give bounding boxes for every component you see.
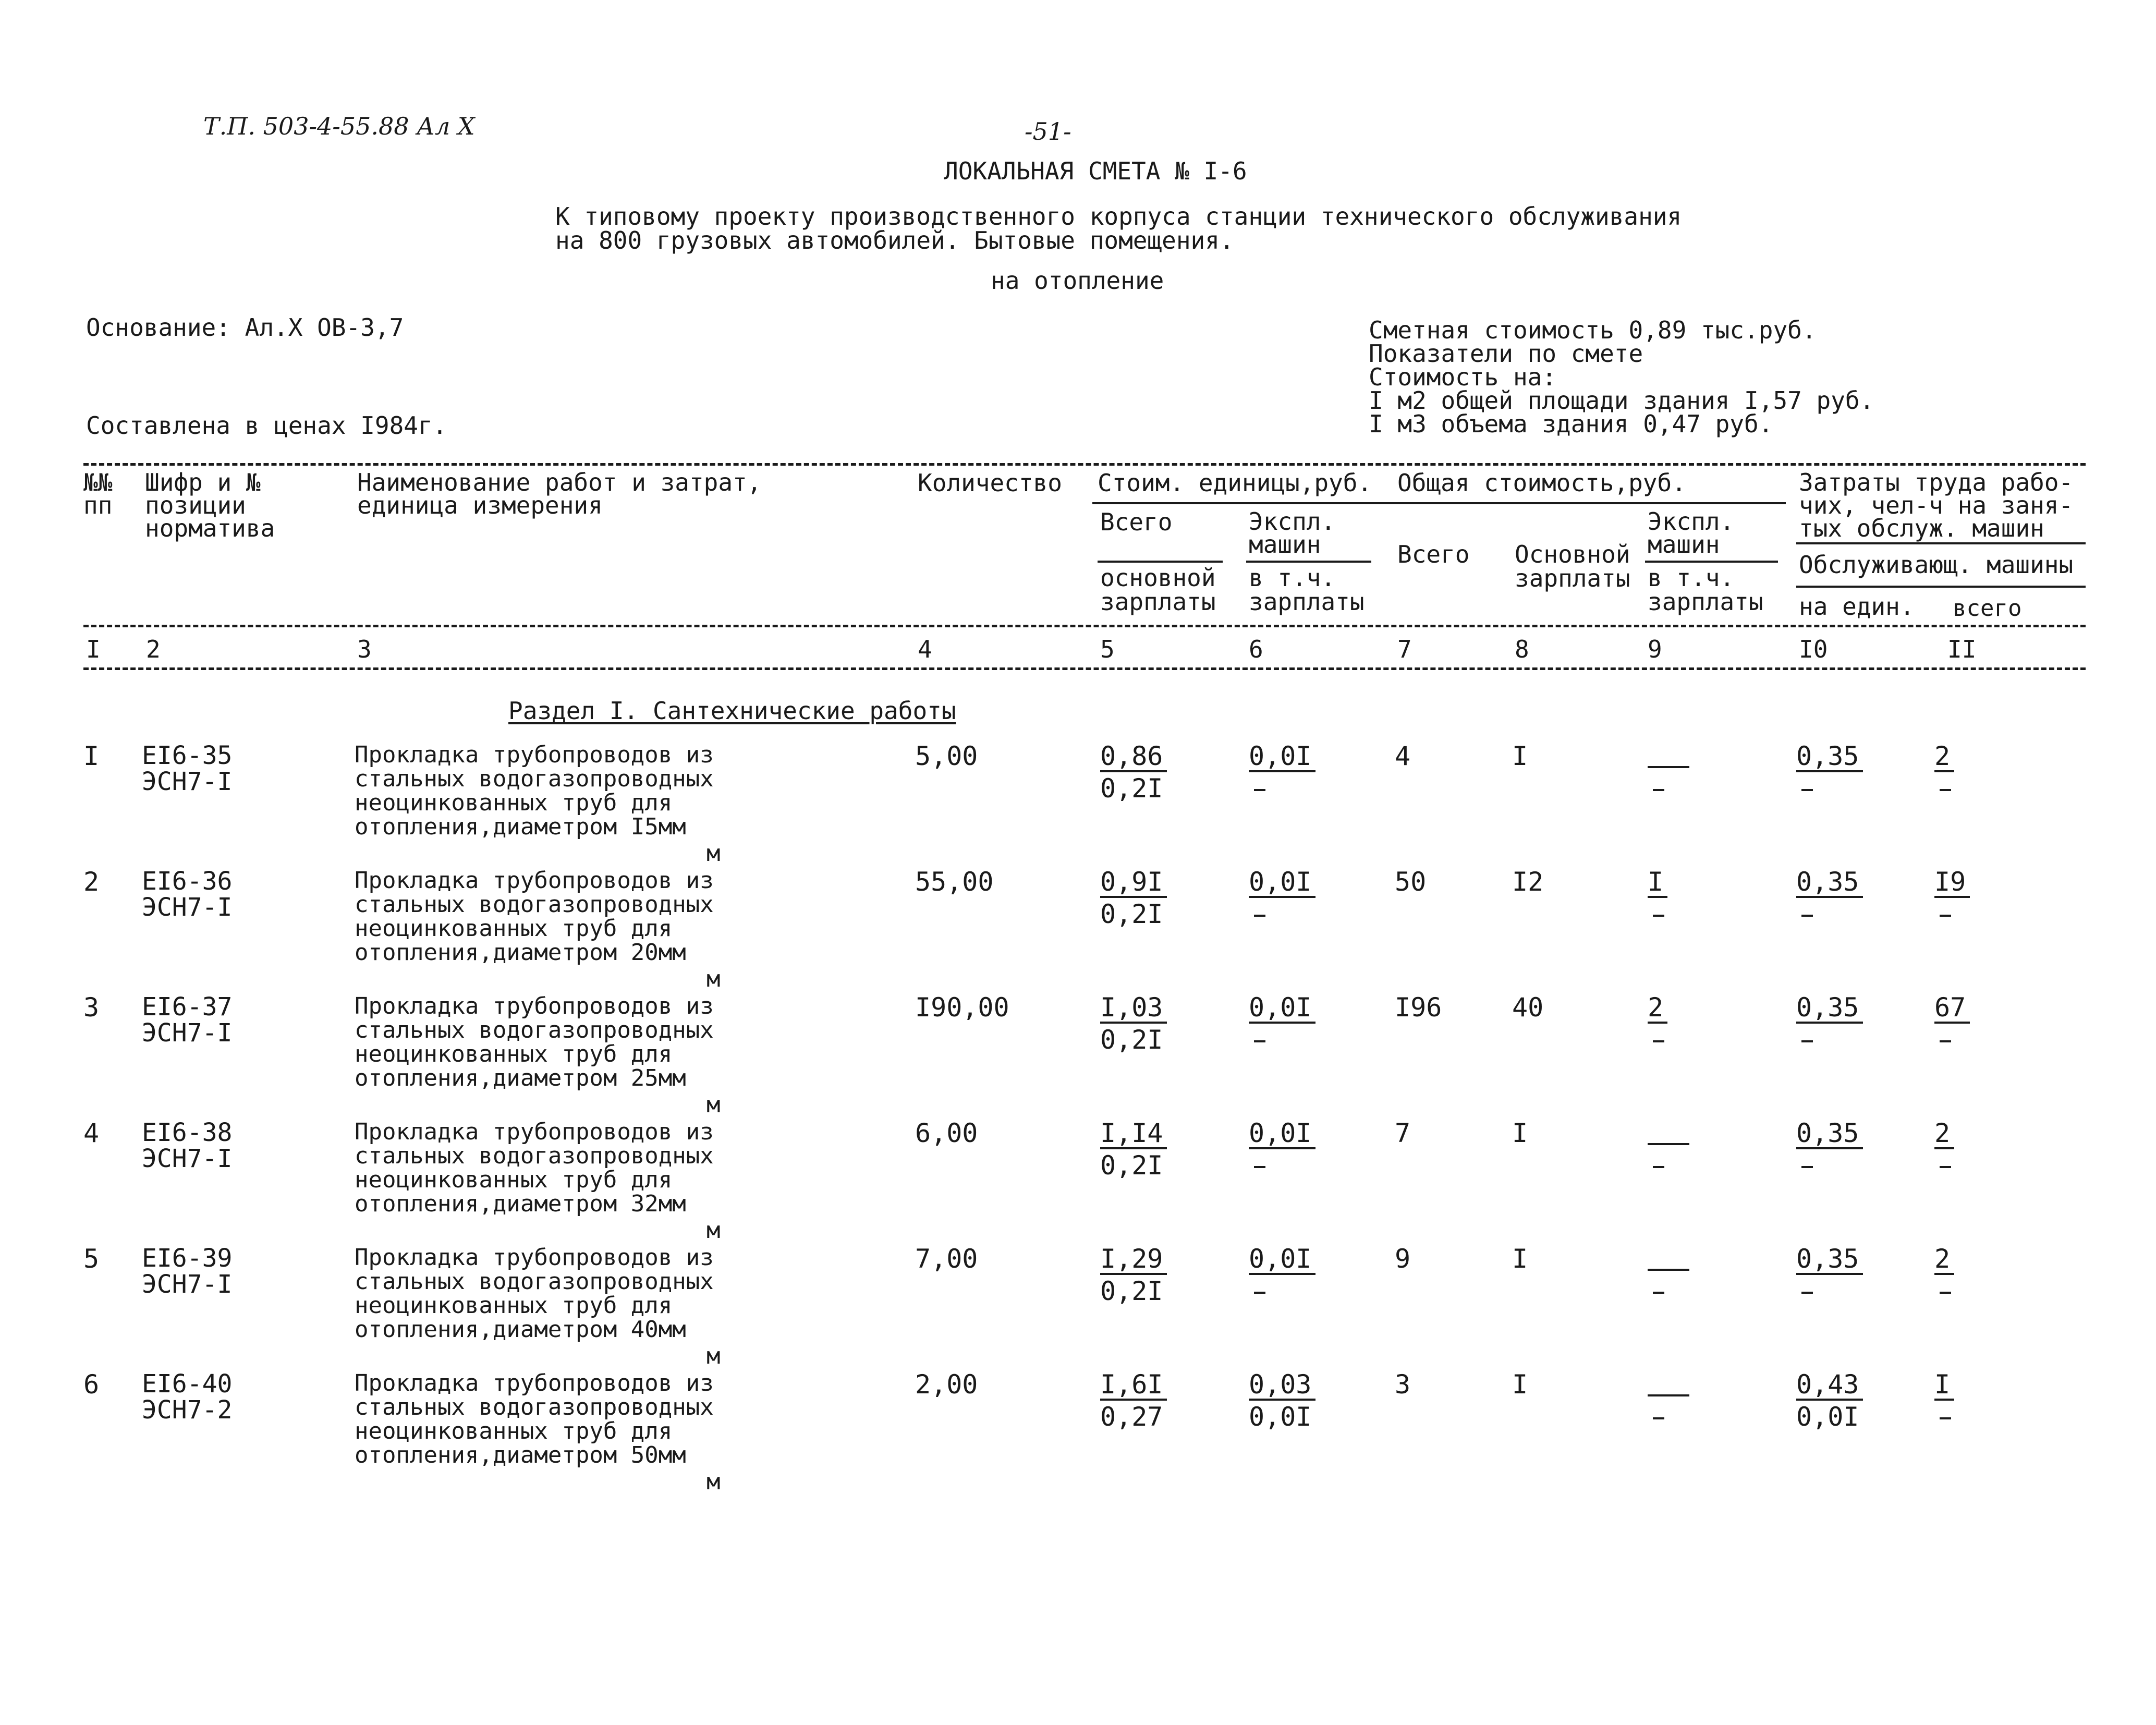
labor-per-unit: 0,35: [1796, 1120, 1863, 1149]
labor-per-unit-secondary: 0,0I: [1796, 1402, 1859, 1432]
total-machine-cost: 2: [1648, 994, 1667, 1024]
row-number: 2: [83, 867, 100, 897]
norm-code: EI6-38: [142, 1118, 233, 1147]
col-header-labor-sub: Обслуживающ. машины: [1799, 551, 2074, 579]
labor-sub-rule: [1796, 586, 2086, 588]
col-number-5: 5: [1100, 635, 1115, 663]
total-machine-wages: [1653, 1040, 1664, 1042]
col-number-3: 3: [357, 635, 372, 663]
description-line: неоцинкованных труб для: [355, 1041, 673, 1067]
total-machine-cost: [1648, 766, 1689, 768]
estimate-cost: Сметная стоимость 0,89 тыс.руб.: [1369, 316, 1817, 344]
total-wages: I: [1512, 741, 1528, 771]
description-line: неоцинкованных труб для: [355, 789, 673, 816]
section-title: Раздел I. Сантехнические работы: [508, 697, 956, 725]
col-number-4: 4: [918, 635, 932, 663]
work-description: [355, 869, 714, 965]
description-line: Прокладка трубопроводов из: [355, 1370, 714, 1396]
labor-total-secondary: [1940, 1417, 1951, 1419]
labor-per-unit: 0,35: [1796, 1246, 1863, 1275]
unit-cost-wages: 0,2I: [1100, 773, 1163, 804]
col-number-1: I: [86, 635, 101, 663]
col-header-5-top: Всего: [1100, 508, 1173, 536]
unit-machine-wages: [1254, 1040, 1265, 1042]
price-basis: Составлена в ценах I984г.: [86, 411, 447, 440]
col-number-7: 7: [1397, 635, 1412, 663]
subtitle-line-1: К типовому проекту производственного корпуса станции технического обслуживания: [555, 202, 1682, 230]
description-line: стальных водогазопроводных: [355, 1394, 714, 1420]
quantity: 5,00: [915, 741, 978, 771]
labor-total-secondary: [1940, 1040, 1951, 1042]
col-header-total-cost: Общая стоимость,руб.: [1397, 469, 1686, 497]
col-number-11: II: [1947, 635, 1977, 663]
col-number-2: 2: [146, 635, 161, 663]
col-header-9-top: Экспл. машин: [1648, 507, 1735, 558]
col6-rule: [1246, 561, 1371, 563]
header-bottom-rule: [83, 625, 2086, 627]
total-cost: 50: [1395, 867, 1427, 897]
row-number: 3: [83, 992, 100, 1023]
col-header-per-unit: на един.: [1799, 592, 1915, 621]
total-cost: 3: [1395, 1369, 1411, 1400]
total-machine-wages: [1653, 1292, 1664, 1294]
unit-machine-cost: 0,0I: [1249, 743, 1315, 772]
unit-cost-total: I,I4: [1100, 1120, 1167, 1149]
labor-total: 2: [1934, 743, 1954, 772]
labor-total: 2: [1934, 1246, 1954, 1275]
norm-code: EI6-39: [142, 1244, 233, 1273]
description-line: Прокладка трубопроводов из: [355, 1119, 714, 1145]
unit-cost-wages: 0,2I: [1100, 899, 1163, 929]
description-line: стальных водогазопроводных: [355, 1017, 714, 1043]
norm-code-secondary: ЭСН7-2: [142, 1395, 233, 1425]
unit-machine-wages: [1254, 1166, 1265, 1168]
description-line: Прокладка трубопроводов из: [355, 742, 714, 768]
description-line: Прокладка трубопроводов из: [355, 867, 714, 894]
total-wages: I: [1512, 1244, 1528, 1274]
col9-rule: [1645, 561, 1778, 563]
indicators: Показатели по смете: [1369, 339, 1643, 368]
unit-of-measure: м: [707, 1091, 721, 1118]
unit-machine-wages: [1254, 1292, 1265, 1294]
unit-machine-cost: 0,03: [1249, 1371, 1315, 1401]
description-line: отопления,диаметром 25мм: [355, 1065, 686, 1091]
labor-total: 67: [1934, 994, 1970, 1024]
total-machine-cost: I: [1648, 869, 1667, 898]
labor-total: I: [1934, 1371, 1954, 1401]
total-wages: 40: [1512, 992, 1544, 1023]
unit-cost-wages: 0,2I: [1100, 1150, 1163, 1181]
description-line: неоцинкованных труб для: [355, 915, 673, 942]
work-description: [355, 994, 714, 1090]
labor-total: 2: [1934, 1120, 1954, 1149]
work-description: [355, 1371, 714, 1467]
quantity: 6,00: [915, 1118, 978, 1148]
col-header-code: Шифр и № позиции норматива: [145, 468, 275, 542]
total-wages: I2: [1512, 867, 1544, 897]
description-line: стальных водогазопроводных: [355, 891, 714, 918]
total-machine-cost: [1648, 1143, 1689, 1145]
description-line: неоцинкованных труб для: [355, 1418, 673, 1444]
row-number: 4: [83, 1118, 100, 1148]
description-line: отопления,диаметром I5мм: [355, 813, 686, 840]
col-header-8: Основной зарплаты: [1515, 540, 1630, 592]
quantity: I90,00: [915, 992, 1009, 1023]
unit-of-measure: м: [707, 966, 721, 992]
cost-header-rule: [1092, 502, 1786, 504]
col-number-6: 6: [1249, 635, 1263, 663]
col-header-6-bottom: в т.ч. зарплаты: [1249, 564, 1365, 616]
norm-code-secondary: ЭСН7-I: [142, 893, 233, 922]
description-line: неоцинкованных труб для: [355, 1292, 673, 1319]
col-header-7: Всего: [1397, 540, 1470, 568]
total-machine-cost: [1648, 1394, 1689, 1396]
norm-code-secondary: ЭСН7-I: [142, 767, 233, 796]
col5-rule: [1098, 561, 1223, 563]
row-number: 5: [83, 1244, 100, 1274]
col-header-name: Наименование работ и затрат, единица измерения: [357, 468, 762, 519]
description-line: отопления,диаметром 20мм: [355, 939, 686, 966]
total-machine-cost: [1648, 1269, 1689, 1271]
norm-code-secondary: ЭСН7-I: [142, 1270, 233, 1299]
total-wages: I: [1512, 1118, 1528, 1148]
labor-total: I9: [1934, 869, 1970, 898]
page-number: -51-: [1025, 117, 1071, 145]
labor-per-unit-secondary: [1801, 1292, 1813, 1294]
unit-of-measure: м: [707, 1217, 721, 1244]
work-description: [355, 1246, 714, 1342]
cost-per-m3: I м3 объема здания 0,47 руб.: [1369, 410, 1773, 438]
col-number-9: 9: [1648, 635, 1662, 663]
total-wages: I: [1512, 1369, 1528, 1400]
project-code: Т.П. 503-4-55.88 Ал X: [203, 112, 475, 140]
subtitle-line-2: на 800 грузовых автомобилей. Бытовые помещения.: [555, 226, 1234, 254]
unit-cost-total: 0,86: [1100, 743, 1167, 772]
labor-per-unit: 0,43: [1796, 1371, 1863, 1401]
norm-code-secondary: ЭСН7-I: [142, 1144, 233, 1173]
work-description: [355, 743, 714, 839]
unit-machine-cost: 0,0I: [1249, 1246, 1315, 1275]
row-number: I: [83, 741, 100, 771]
labor-total-secondary: [1940, 1166, 1951, 1168]
col-header-6-top: Экспл. машин: [1249, 507, 1336, 558]
description-line: стальных водогазопроводных: [355, 1143, 714, 1169]
description-line: стальных водогазопроводных: [355, 1268, 714, 1295]
column-numbers-rule: [83, 667, 2086, 670]
description-line: стальных водогазопроводных: [355, 766, 714, 792]
total-machine-wages: [1653, 1417, 1664, 1419]
labor-per-unit-secondary: [1801, 1040, 1813, 1042]
description-line: отопления,диаметром 50мм: [355, 1442, 686, 1468]
unit-machine-wages: [1254, 789, 1265, 791]
description-line: отопления,диаметром 32мм: [355, 1191, 686, 1217]
table-top-rule: [83, 463, 2086, 466]
labor-per-unit-secondary: [1801, 789, 1813, 791]
col-header-labor: Затраты труда рабо- чих, чел-ч на заня- тых обслуж. машин: [1799, 468, 2074, 542]
total-machine-wages: [1653, 1166, 1664, 1168]
labor-total-secondary: [1940, 915, 1951, 917]
labor-header-rule: [1796, 542, 2086, 544]
unit-machine-wages: [1254, 915, 1265, 917]
col-number-10: I0: [1799, 635, 1828, 663]
unit-machine-cost: 0,0I: [1249, 869, 1315, 898]
work-description: [355, 1120, 714, 1216]
unit-cost-total: I,29: [1100, 1246, 1167, 1275]
document-title: ЛОКАЛЬНАЯ СМЕТА № I-6: [944, 157, 1247, 185]
col-header-labor-total: всего: [1953, 595, 2022, 622]
description-line: Прокладка трубопроводов из: [355, 993, 714, 1019]
norm-code: EI6-36: [142, 867, 233, 896]
quantity: 7,00: [915, 1244, 978, 1274]
unit-cost-wages: 0,2I: [1100, 1276, 1163, 1306]
basis: Основание: Ал.X ОВ-3,7: [86, 313, 404, 342]
unit-of-measure: м: [707, 1468, 721, 1495]
norm-code: EI6-35: [142, 741, 233, 770]
unit-of-measure: м: [707, 1343, 721, 1369]
labor-per-unit: 0,35: [1796, 743, 1863, 772]
labor-per-unit: 0,35: [1796, 869, 1863, 898]
col-header-unit-cost: Стоим. единицы,руб.: [1098, 469, 1372, 497]
labor-total-secondary: [1940, 1292, 1951, 1294]
total-cost: I96: [1395, 992, 1442, 1023]
description-line: Прокладка трубопроводов из: [355, 1244, 714, 1271]
norm-code-secondary: ЭСН7-I: [142, 1018, 233, 1048]
unit-cost-total: I,6I: [1100, 1371, 1167, 1401]
unit-machine-cost: 0,0I: [1249, 1120, 1315, 1149]
unit-machine-cost: 0,0I: [1249, 994, 1315, 1024]
description-line: неоцинкованных труб для: [355, 1167, 673, 1193]
cost-on: Стоимость на:: [1369, 363, 1557, 391]
norm-code: EI6-40: [142, 1369, 233, 1399]
labor-per-unit-secondary: [1801, 915, 1813, 917]
unit-cost-wages: 0,2I: [1100, 1025, 1163, 1055]
total-cost: 9: [1395, 1244, 1411, 1274]
total-machine-wages: [1653, 789, 1664, 791]
total-machine-wages: [1653, 915, 1664, 917]
unit-machine-wages: 0,0I: [1249, 1402, 1312, 1432]
description-line: отопления,диаметром 40мм: [355, 1316, 686, 1343]
norm-code: EI6-37: [142, 992, 233, 1022]
col-header-5-bottom: основной зарплаты: [1100, 564, 1216, 616]
labor-per-unit-secondary: [1801, 1166, 1813, 1168]
cost-per-m2: I м2 общей площади здания I,57 руб.: [1369, 386, 1874, 415]
total-cost: 4: [1395, 741, 1411, 771]
labor-total-secondary: [1940, 789, 1951, 791]
subtitle-line-3: на отопление: [991, 266, 1164, 295]
total-cost: 7: [1395, 1118, 1411, 1148]
unit-cost-total: I,03: [1100, 994, 1167, 1024]
col-header-number: №№ пп: [83, 468, 113, 519]
labor-per-unit: 0,35: [1796, 994, 1863, 1024]
col-header-quantity: Количество: [918, 469, 1062, 497]
col-number-8: 8: [1515, 635, 1529, 663]
row-number: 6: [83, 1369, 100, 1400]
unit-cost-wages: 0,27: [1100, 1402, 1163, 1432]
unit-cost-total: 0,9I: [1100, 869, 1167, 898]
unit-of-measure: м: [707, 840, 721, 867]
quantity: 55,00: [915, 867, 994, 897]
col-header-9-bottom: в т.ч. зарплаты: [1648, 564, 1763, 616]
quantity: 2,00: [915, 1369, 978, 1400]
